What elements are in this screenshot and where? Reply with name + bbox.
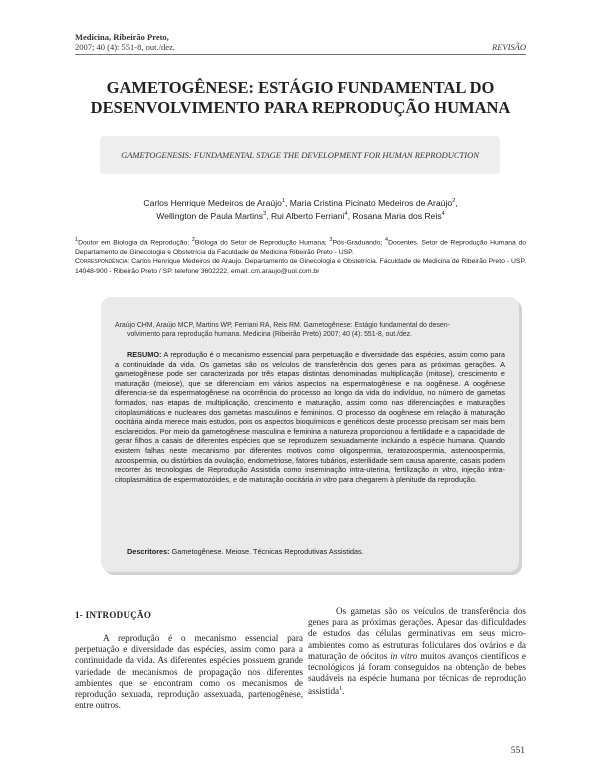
abstract-label: RESUMO:: [127, 350, 162, 359]
affiliation-text: [75, 236, 526, 257]
affil-item: Doutor em Biologia da Reprodução;: [78, 239, 192, 247]
author-name: Maria Cristina Picinato Medeiros de Araújo: [289, 197, 453, 208]
correspondence: [75, 257, 526, 276]
abstract-body: , injeção intra-citoplasmática de espermatozóides, e de maturação oocitária: [115, 465, 505, 484]
title-line-2: DESENVOLVIMENTO PARA REPRODUÇÃO HUMANA: [90, 98, 511, 117]
author-affil-ref: 4: [344, 210, 348, 217]
author-line-1: Carlos Henrique Medeiros de Araújo$^1$, Maria Cristina Picinato Medeiros de Araújo$^2$,: [143, 197, 458, 208]
section-heading: 1- INTRODUÇÃO: [75, 610, 152, 620]
author-affil-ref: 2: [452, 198, 456, 204]
intro-body: muitos avanços científicos e tecnológicos já foram conseguidos na obtenção de bebes saudáveis na espécie humana por técnicas de reprodução assistida: [308, 650, 526, 697]
author-name: Carlos Henrique Medeiros de Araújo: [143, 197, 282, 208]
affil-item: Docentes. Setor de Reprodução Humana do Departamento de Ginecologia e Obstetrícia da Faculdade de Medicina Ribeirão Preto - USP.: [75, 239, 527, 256]
keywords: [127, 547, 507, 556]
intro-left-column: A reprodução é o mecanismo essencial para perpetuação e diversidade das espécies, assim como para a continuidade da vida. As diferentes espécies possuem grande variedade de mecanismos de propagação nos diferentes ambientes que se encontram como os mecanismos de reprodução sexuada, reprodução assexuada, partenogênese, entre outros.: [75, 633, 303, 711]
english-title: GAMETOGENESIS: FUNDAMENTAL STAGE THE DEVELOPMENT FOR HUMAN REPRODUCTION: [121, 150, 479, 160]
affiliations: [75, 236, 526, 277]
journal-info: [75, 32, 175, 52]
intro-body: Os gametas são os veículos de transferência dos genes para as próximas gerações. Apesar das dificuldades de estudos das células germinativas em seus micro-ambientes como as estruturas foliculares dos ovários e da maturação de oócitos: [308, 606, 526, 661]
abstract-body: para chegarem à plenitude da reprodução.: [336, 474, 477, 484]
correspondence-label: Correspondência: [75, 258, 128, 266]
journal-name: Medicina, Ribeirão Preto,: [75, 32, 169, 42]
abstract-body: A reprodução é o mecanismo essencial para perpetuação e diversidade das espécies, assim como para a continuidade da vida. Os gametas são os veículos de transferência dos genes para as próximas gerações. A gametogênese pode ser caracterizada por três etapas distintas denominadas multiplicação (mitose), crescimento e maturação (meiose), que se diferenciam em vários aspectos na espermatogênese e na oogênese. A oogênese diferencia-se da espermatogênese na ocorrência do processo ao longo da vida do indivíduo, no número de gametas formados, nas etapas de multiplicação, crescimento e maturação, assim como nas diferenciações e maturações citoplasmáticas e nucleares dos gametas masculinos e femininos. O processo da oogênese em relação à maturação oocitária ainda merece mais estudos, pois os aspectos bioquímicos e genéticos deste processo precisam ser mais bem esclarecidos. Por meio da gametogênese masculina e feminina a natureza proporcionou a fertilidade e a capacidade de gerar filhos a casais de diferentes espécies que se reproduzem sexuadamente incluindo a espécie humana. Quando existem falhas neste mecanismo por diferentes motivos como oligospermia, teratozoospermia, astenoospermia, azoospermia, ou distúrbios da ovulação, endometriose, fatores tubários, esterilidade sem causa aparente, casais podem recorrer às tecnologias de Reprodução Assistida como inseminação intra-uterina, fertilização: [115, 350, 505, 475]
citation-line-2: volvimento para reprodução humana. Medicina (Ribeirão Preto) 2007; 40 (4): 551-8, out./dez.: [127, 331, 412, 339]
title-line-1: GAMETOGÊNESE: ESTÁGIO FUNDAMENTAL DO: [106, 78, 495, 97]
abstract-italic: in vitro: [315, 474, 337, 484]
affil-ref: 3: [329, 237, 333, 243]
keywords-label: Descritores:: [127, 547, 170, 556]
journal-issue: 2007; 40 (4): 551-8, out./dez.: [75, 42, 175, 52]
intro-right-column: [308, 606, 526, 698]
author-name: Wellington de Paula Martins: [156, 210, 264, 221]
abstract-italic: in vitro: [432, 465, 456, 475]
page-number: 551: [510, 746, 525, 756]
affil-item: Pós-Graduando;: [332, 239, 386, 247]
section-label: REVISÃO: [492, 42, 526, 52]
affil-ref: 1: [75, 237, 79, 243]
abstract-text: [115, 350, 505, 484]
author-affil-ref: 3: [263, 210, 267, 217]
article-title: [75, 78, 526, 118]
intro-italic: in vitro: [390, 650, 418, 661]
author-name: Rui Alberto Ferriani: [270, 210, 345, 221]
affil-ref: 4: [385, 237, 389, 243]
author-affil-ref: 1: [281, 198, 285, 204]
reference-marker: 1: [339, 686, 343, 693]
correspondence-text: : Carlos Henrique Medeiros de Araujo. Departamento de Ginecologia e Obstetrícia. Faculdade de Medicina de Ribeirão Preto - USP. 14048-900 - Ribeirão Preto / SP. telefone 3602222, email:.cm.araujo@uol.com.br: [75, 258, 526, 276]
author-list: [75, 196, 526, 222]
author-affil-ref: 4: [441, 210, 445, 217]
citation: [115, 321, 505, 340]
author-line-2: Wellington de Paula Martins$^3$, Rui Alberto Ferriani$^4$, Rosana Maria dos Reis$^4$: [156, 210, 445, 221]
intro-body: .: [342, 686, 345, 697]
affil-ref: 2: [191, 237, 195, 243]
citation-line-1: Araújo CHM, Araújo MCP, Martins WP, Ferriani RA, Reis RM. Gametogênese: Estágio fundamental do desen-: [115, 322, 450, 329]
affil-item: Bióloga do Setor de Reprodução Humana;: [194, 239, 330, 247]
author-name: Rosana Maria dos Reis: [352, 210, 442, 221]
keywords-text: Gametogênese. Meiose. Técnicas Reprodutivas Assistidas.: [169, 547, 364, 556]
header-rule: [75, 54, 526, 55]
